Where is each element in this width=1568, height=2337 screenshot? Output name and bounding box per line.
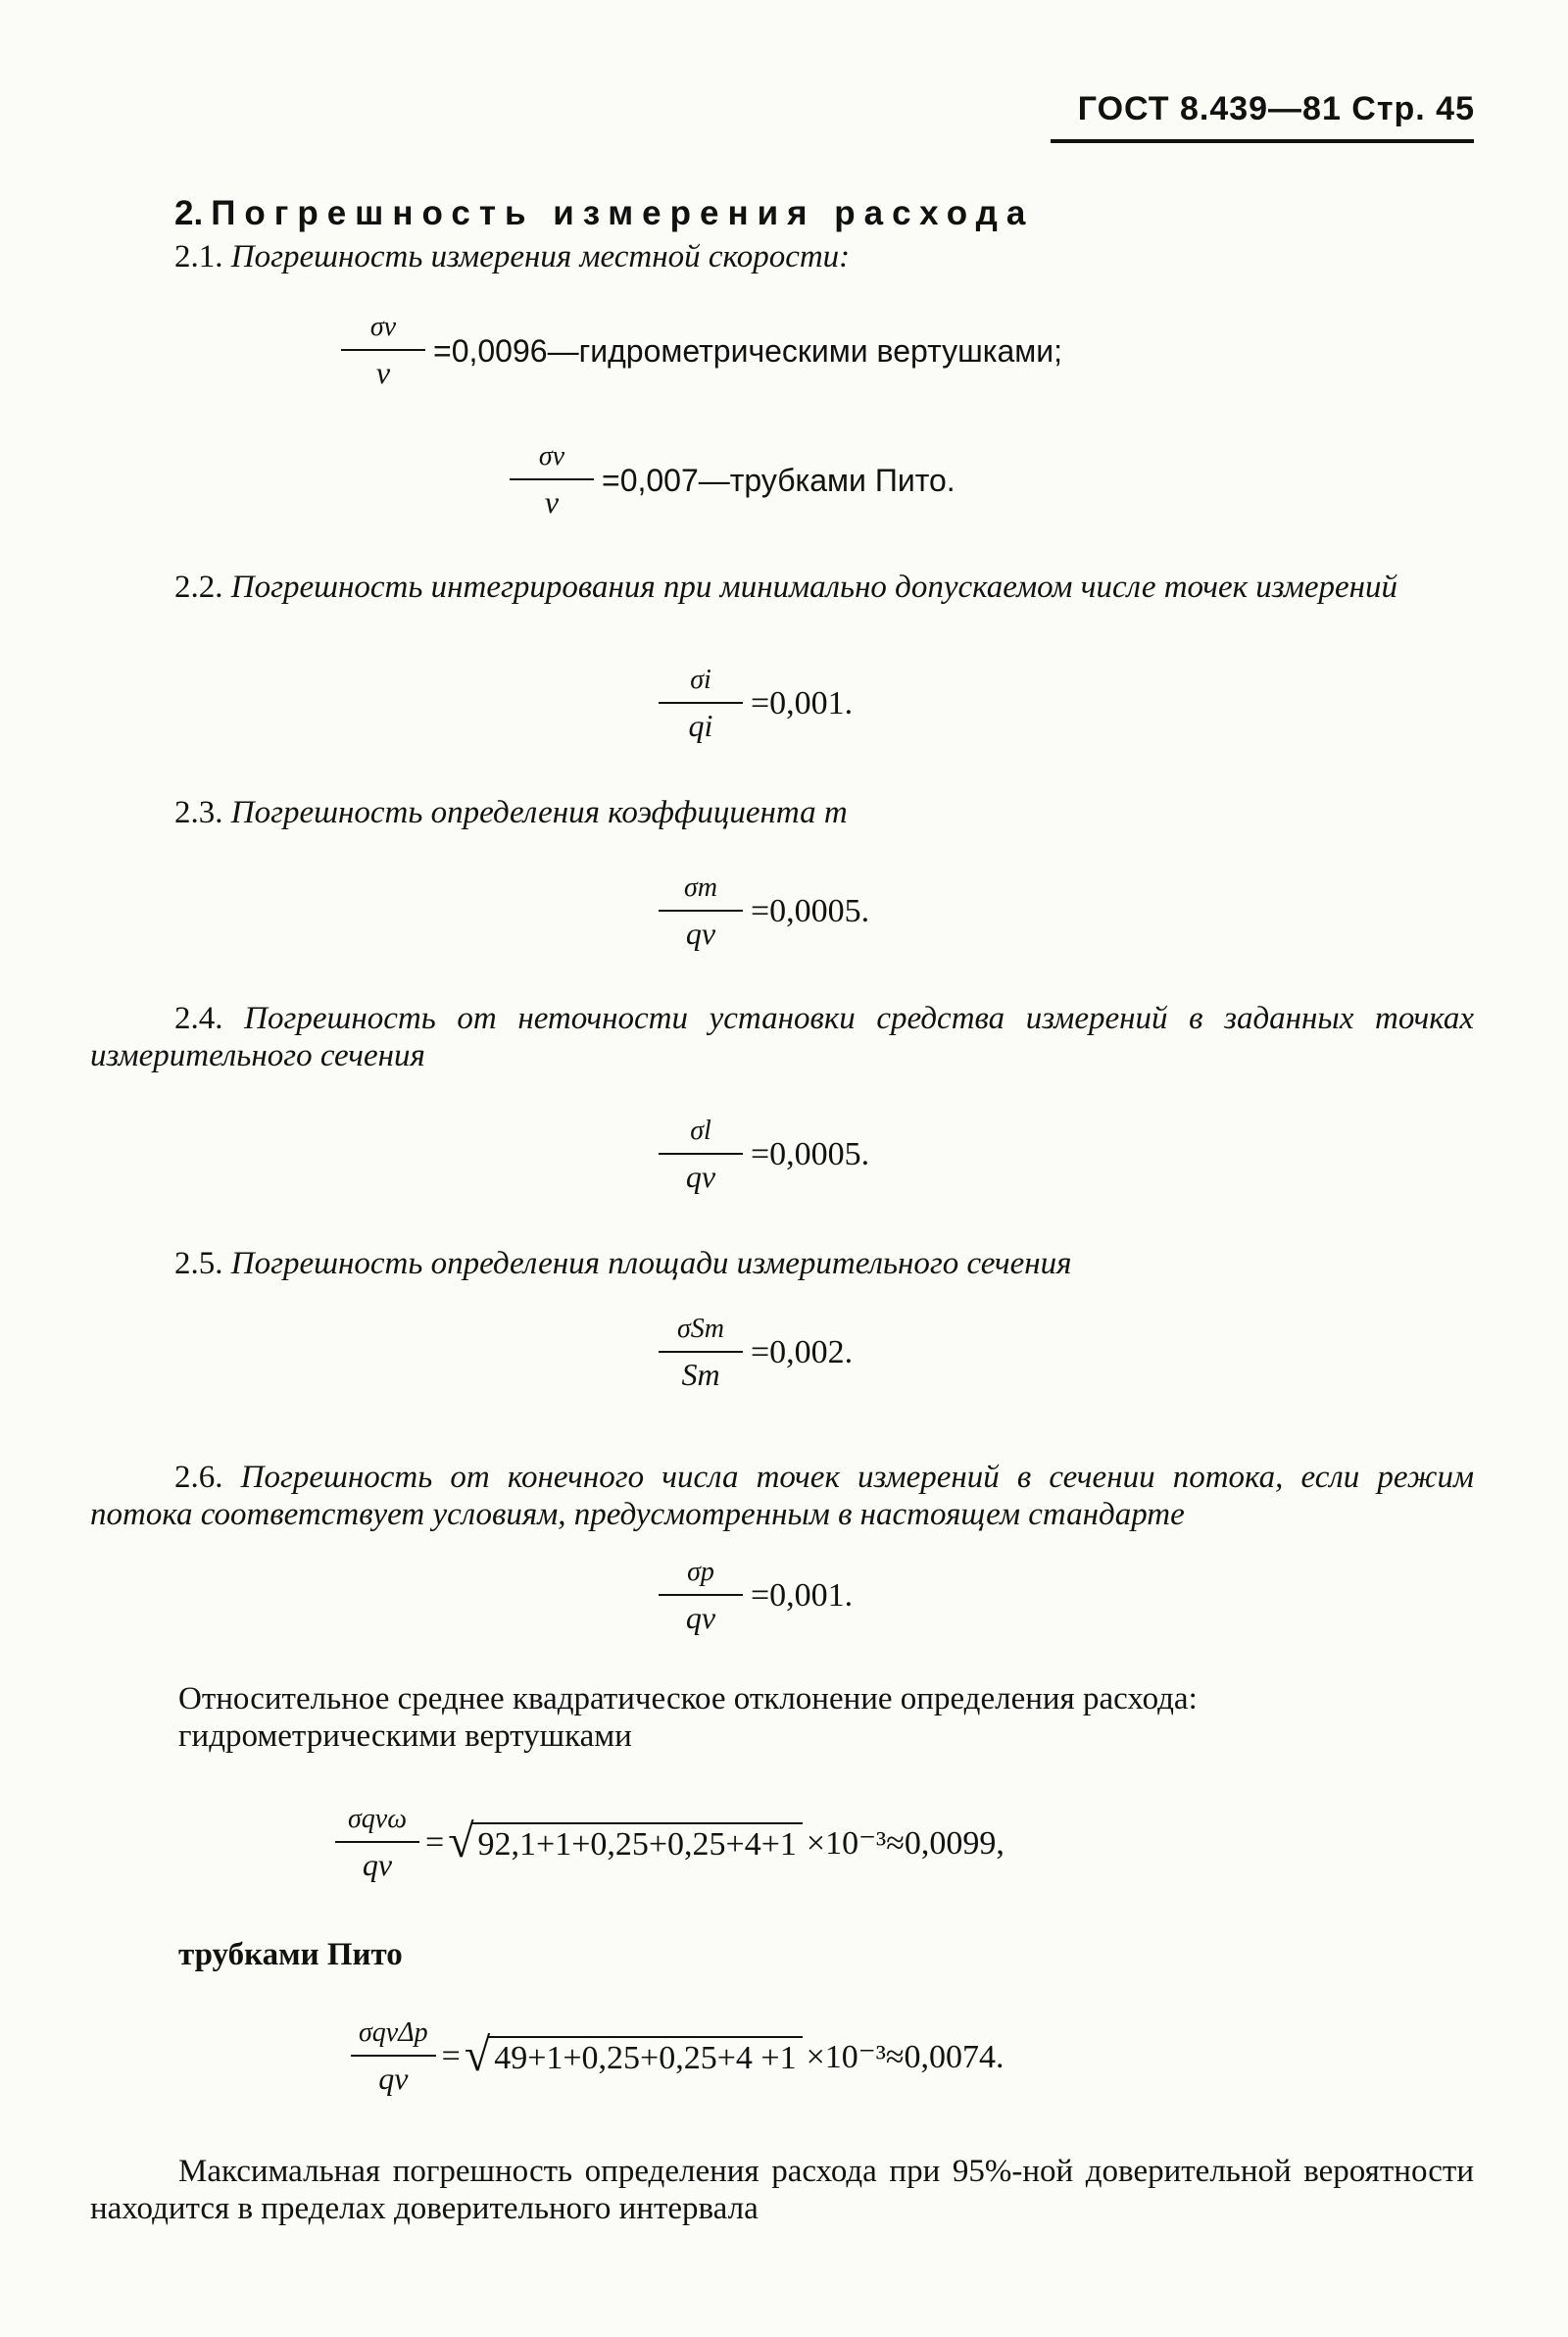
item-2-6	[90, 1459, 1474, 1533]
denominator: qi	[688, 708, 713, 744]
radical-icon: √	[464, 2029, 491, 2082]
item-label: 2.1.	[174, 239, 223, 274]
numerator: σqvΔp	[351, 2017, 436, 2057]
item-2-3	[174, 794, 848, 831]
formula-2-2	[659, 665, 853, 744]
formula-2-4	[659, 1116, 869, 1195]
item-text: Погрешность интегрирования при минимально допускаемом числе точек измерений	[230, 570, 1398, 605]
item-text: Погрешность измерения местной скорости:	[230, 239, 851, 274]
item-2-5	[174, 1245, 1072, 1282]
fraction	[510, 441, 594, 521]
denominator: v	[375, 355, 391, 391]
section-title: Погрешность измерения расхода	[211, 194, 1035, 232]
formula-2-1-b	[510, 441, 956, 521]
formula-rhs: =0,001.	[751, 1577, 854, 1615]
formula-rhs: =0,001.	[751, 685, 854, 722]
formula-current-meter	[335, 1804, 1004, 1883]
pitot-label: трубками Пито	[178, 1937, 403, 1972]
section-number: 2.	[174, 194, 204, 232]
numerator: σv	[510, 441, 594, 480]
item-2-4	[90, 1000, 1474, 1074]
numerator: σl	[659, 1116, 743, 1155]
square-root	[448, 1815, 803, 1868]
fraction	[659, 1557, 743, 1636]
item-label: 2.5.	[174, 1246, 223, 1281]
item-text: Погрешность от неточности установки средства измерений в заданных точках измерительного сечения	[90, 1001, 1474, 1073]
denominator: qv	[362, 1847, 393, 1883]
item-text: Погрешность определения площади измерительного сечения	[230, 1246, 1072, 1281]
final-paragraph	[90, 2153, 1474, 2227]
formula-tail: ×10⁻³≈0,0074.	[806, 2039, 1004, 2076]
formula-pitot	[351, 2017, 1004, 2097]
formula-rhs: =0,0005.	[751, 893, 870, 930]
denominator: Sт	[681, 1357, 720, 1393]
fraction	[659, 665, 743, 744]
radicand: 49+1+0,25+0,25+4 +1	[488, 2036, 802, 2077]
formula-rhs: =0,002.	[751, 1334, 854, 1371]
formula-2-1-a	[341, 312, 1062, 391]
denominator: qv	[378, 2061, 409, 2097]
fraction	[351, 2017, 436, 2097]
header-rule	[1051, 139, 1474, 143]
denominator: qv	[685, 916, 716, 952]
radical-icon: √	[448, 1815, 474, 1868]
denominator: qv	[685, 1159, 716, 1195]
numerator: σSт	[659, 1314, 743, 1353]
item-label: 2.4.	[174, 1001, 223, 1036]
formula-rhs: =0,007—трубками Пито.	[602, 462, 956, 498]
numerator: σm	[659, 872, 743, 912]
item-label: 2.3.	[174, 795, 223, 830]
formula-rhs: =0,0096—гидрометрическими вертушками;	[433, 332, 1063, 369]
numerator: σqvω	[335, 1804, 419, 1843]
item-label: 2.2.	[174, 570, 223, 605]
page-header: ГОСТ 8.439—81 Стр. 45	[1077, 90, 1475, 127]
fraction	[659, 1116, 743, 1195]
item-text: Погрешность от конечного числа точек измерений в сечении потока, если режим потока соответствует условиям, предусмотренным в настоящем стандарте	[90, 1460, 1475, 1532]
radicand: 92,1+1+0,25+0,25+4+1	[472, 1822, 803, 1864]
numerator: σv	[341, 312, 425, 351]
formula-2-6	[659, 1557, 853, 1636]
item-2-1	[174, 238, 850, 275]
denominator: qv	[685, 1600, 716, 1636]
square-root	[464, 2029, 803, 2082]
formula-2-5	[659, 1314, 853, 1393]
item-2-2	[90, 569, 1474, 606]
equals-sign: =	[441, 2038, 461, 2075]
fraction	[659, 872, 743, 952]
fraction	[341, 312, 425, 391]
formula-tail: ×10⁻³≈0,0099,	[806, 1825, 1004, 1863]
fraction	[335, 1804, 419, 1883]
numerator: σp	[659, 1557, 743, 1596]
item-label: 2.6.	[174, 1460, 223, 1495]
denominator: v	[544, 484, 560, 521]
formula-2-3	[659, 872, 869, 952]
summary-line-2: гидрометрическими вертушками	[178, 1718, 632, 1754]
summary-line-1: Относительное среднее квадратическое отклонение определения расхода:	[178, 1681, 1198, 1716]
section-heading	[174, 194, 1034, 233]
fraction	[659, 1314, 743, 1393]
equals-sign: =	[425, 1824, 445, 1862]
formula-rhs: =0,0005.	[751, 1136, 870, 1173]
final-text: Максимальная погрешность определения расхода при 95%-ной доверительной вероятности находится в пределах доверительного интервала	[90, 2154, 1474, 2226]
numerator: σi	[659, 665, 743, 704]
item-text: Погрешность определения коэффициента m	[230, 795, 848, 830]
